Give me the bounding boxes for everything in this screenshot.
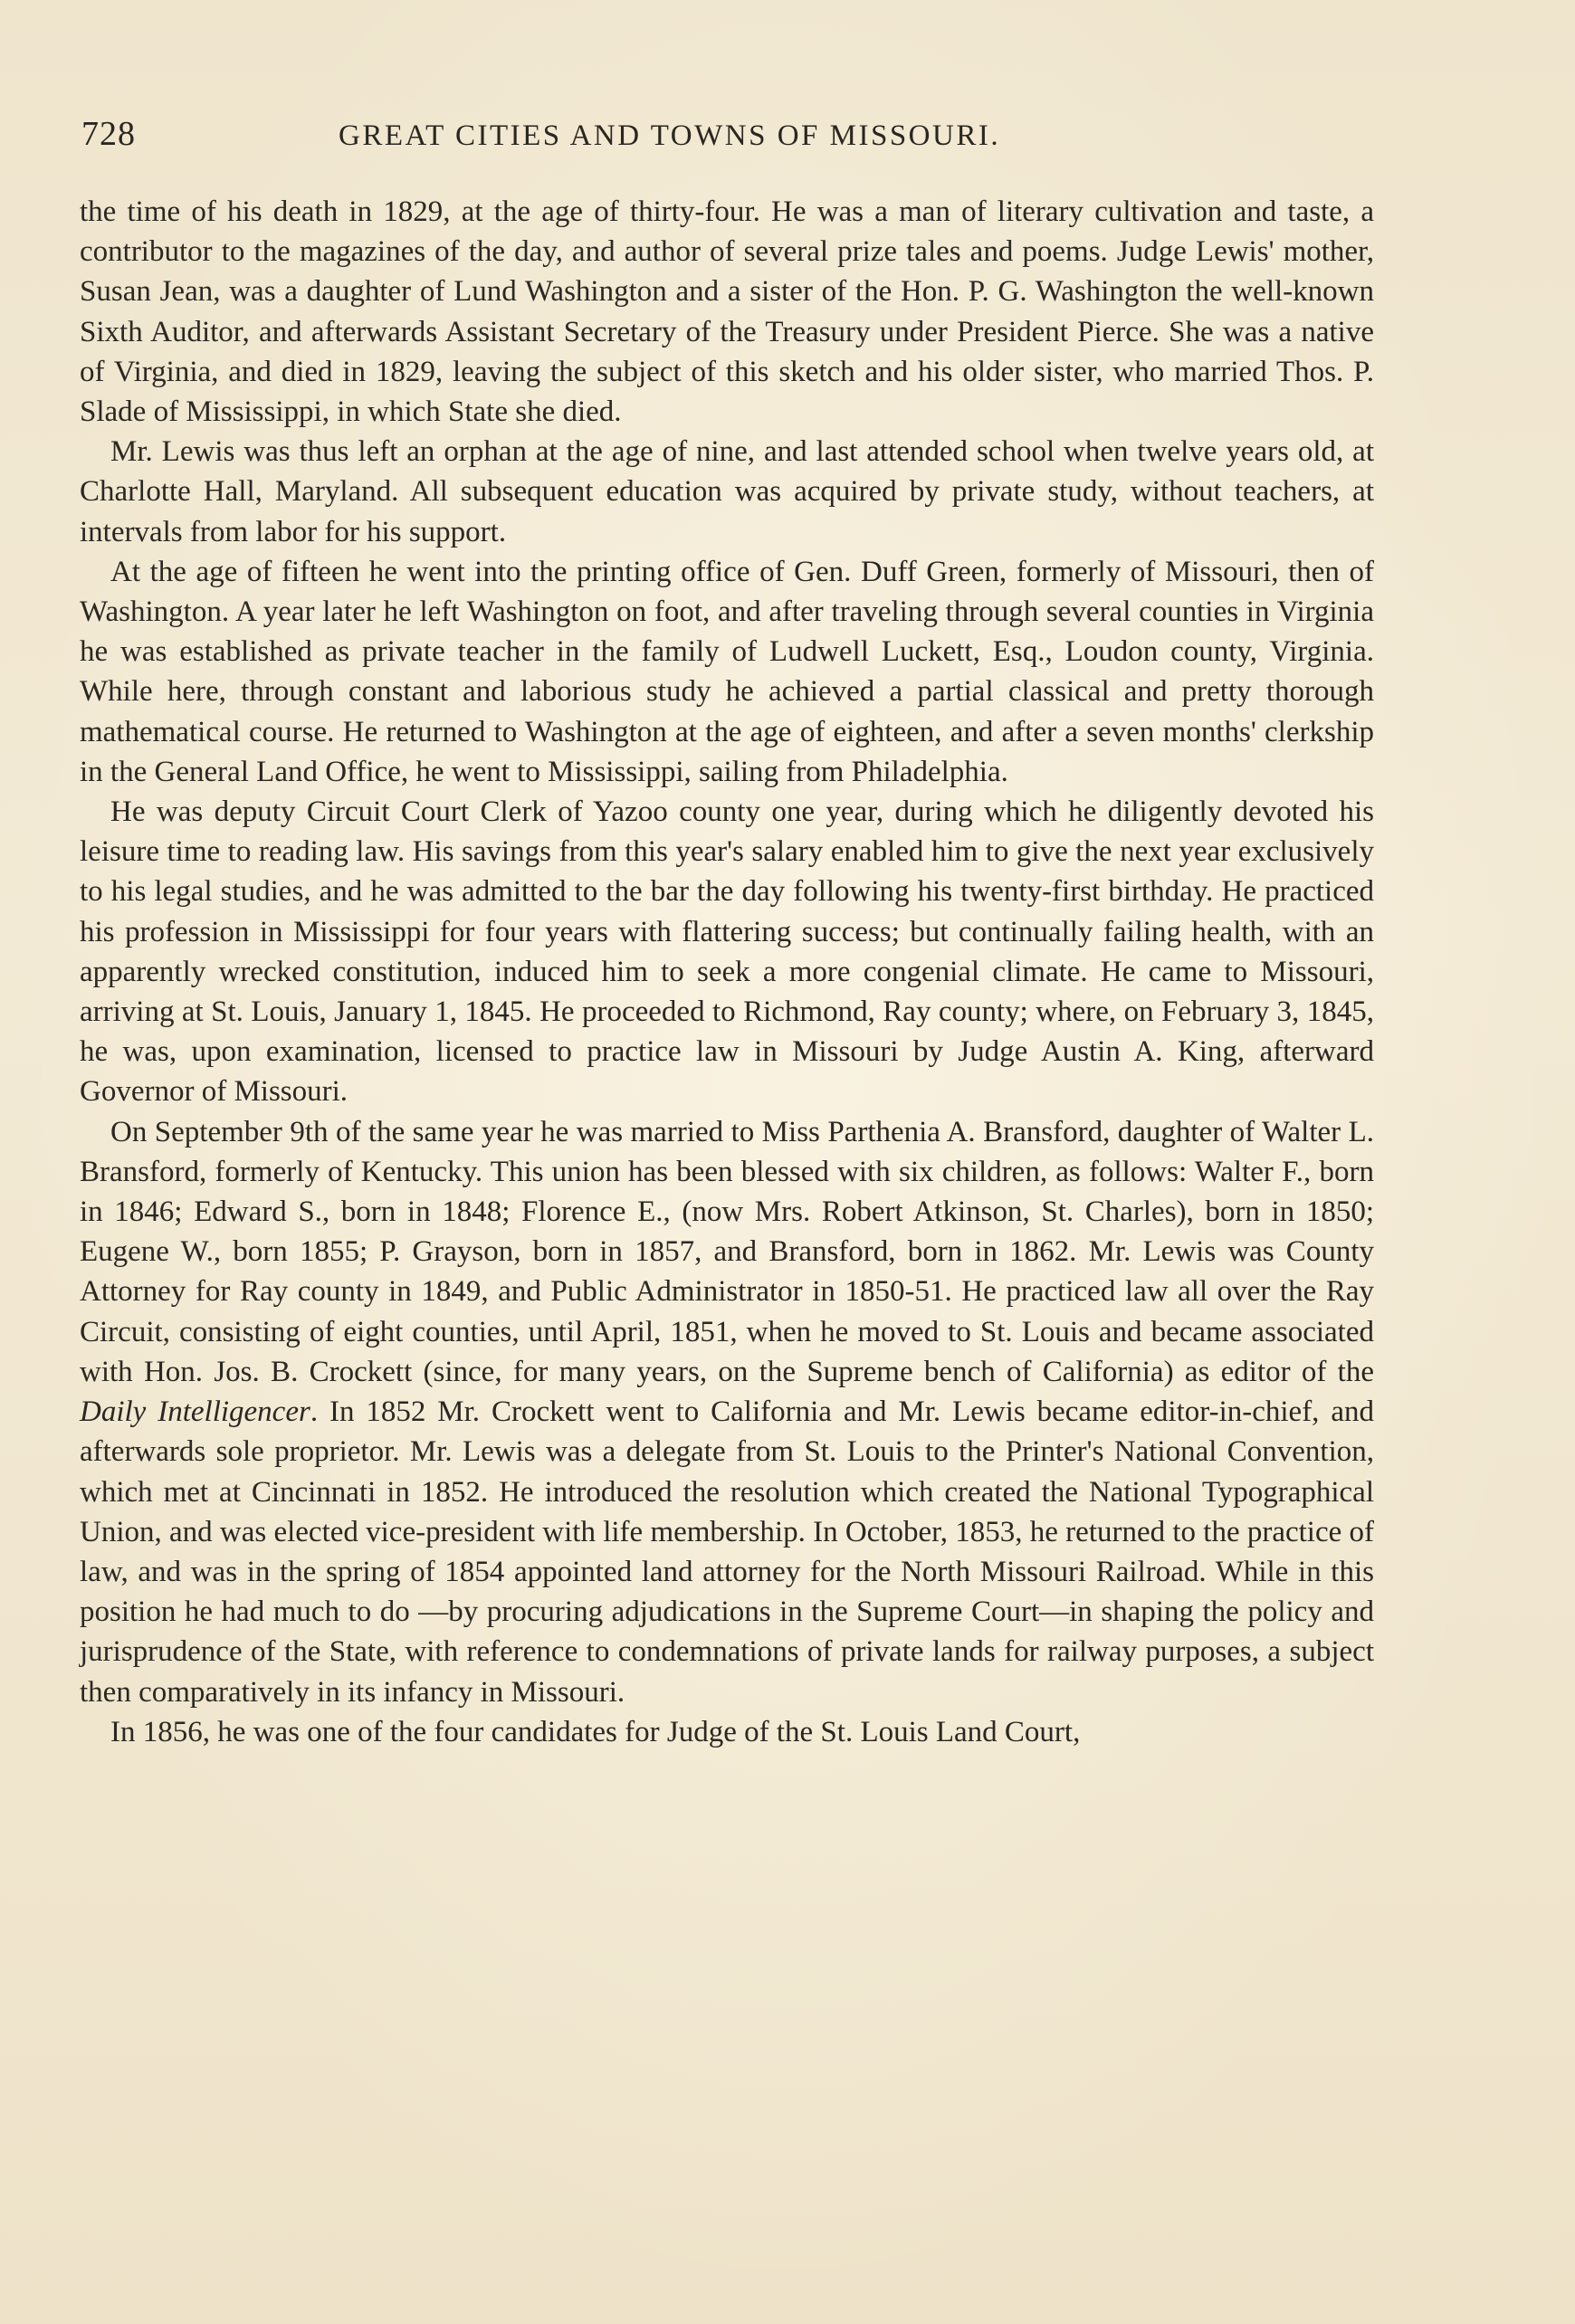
paragraph-5-part-1: On September 9th of the same year he was married to Miss Parthenia A. Bransford, daughter of Walter L. Bransford, formerly of Kentucky. This union has been blessed with six children, as follows: Walter F., born in 1846; Edward S., born in 1848; Florence E., (now Mrs. Robert Atkinson, St. Charles), born in 1850; Eugene W., born 1855; P. Grayson, born in 1857, and Bransford, born in 1862. Mr. Lewis was County Attorney for Ray county in 1849, and Public Administrator in 1850-51. He practiced law all over the Ray Circuit, consisting of eight counties, until April, 1851, when he moved to St. Louis and became associated with Hon. Jos. B. Crockett (since, for many years, on the Supreme bench of California) as editor of the (80, 1115, 1374, 1388)
running-title: GREAT CITIES AND TOWNS OF MISSOURI. (339, 119, 1001, 152)
paragraph-5-part-2: . In 1852 Mr. Crockett went to California and Mr. Lewis became editor-in-chief, and afterwards sole proprietor. Mr. Lewis was a delegate from St. Louis to the Printer's National Convention, which met at Cincinnati in 1852. He introduced the resolution which created the National Typographical Union, and was elected vice-president with life membership. In October, 1853, he returned to the practice of law, and was in the spring of 1854 appointed land attorney for the North Missouri Railroad. While in this position he had much to do —by procuring adjudications in the Supreme Court—in shaping the policy and jurisprudence of the State, with reference to condemnations of private lands for railway purposes, a subject then comparatively in its infancy in Missouri. (80, 1395, 1375, 1709)
paragraph-2: Mr. Lewis was thus left an orphan at the age of nine, and last attended school when twelve years old, at Charlotte Hall, Maryland. All subsequent education was acquired by private study, without teachers, at intervals from labor for his support. (80, 435, 1374, 548)
paragraph-4: He was deputy Circuit Court Clerk of Yazoo county one year, during which he diligently devoted his leisure time to reading law. His savings from this year's salary enabled him to give the next year exclusively to his legal studies, and he was admitted to the bar the day following his twenty-first birthday. He practiced his profession in Mississippi for four years with flattering success; but continually failing health, with an apparently wrecked constitution, induced him to seek a more congenial climate. He came to Missouri, arriving at St. Louis, January 1, 1845. He proceeded to Richmond, Ray county; where, on February 3, 1845, he was, upon examination, licensed to practice law in Missouri by Judge Austin A. King, afterward Governor of Missouri. (80, 795, 1374, 1109)
page-number: 728 (81, 115, 136, 153)
paragraph-5 (80, 1112, 1374, 1712)
newspaper-title: Daily Intelligencer (80, 1395, 310, 1429)
body-text (80, 192, 1374, 1752)
paragraph-6: In 1856, he was one of the four candidates for Judge of the St. Louis Land Court, (110, 1715, 1081, 1748)
paragraph-3: At the age of fifteen he went into the printing office of Gen. Duff Green, formerly of Missouri, then of Washington. A year later he left Washington on foot, and after traveling through several counties in Virginia he was established as private teacher in the family of Ludwell Luckett, Esq., Loudon county, Virginia. While here, through constant and laborious study he achieved a partial classical and pretty thorough mathematical course. He returned to Washington at the age of eighteen, and after a seven months' clerkship in the General Land Office, he went to Mississippi, sailing from Philadelphia. (80, 555, 1374, 788)
paragraph-1: the time of his death in 1829, at the age of thirty-four. He was a man of literary cultivation and taste, a contributor to the magazines of the day, and author of several prize tales and poems. Judge Lewis' mother, Susan Jean, was a daughter of Lund Washington and a sister of the Hon. P. G. Washington the well-known Sixth Auditor, and afterwards Assistant Secretary of the Treasury under President Pierce. She was a native of Virginia, and died in 1829, leaving the subject of this sketch and his older sister, who married Thos. P. Slade of Mississippi, in which State she died. (80, 195, 1374, 429)
page-header (81, 114, 1385, 165)
